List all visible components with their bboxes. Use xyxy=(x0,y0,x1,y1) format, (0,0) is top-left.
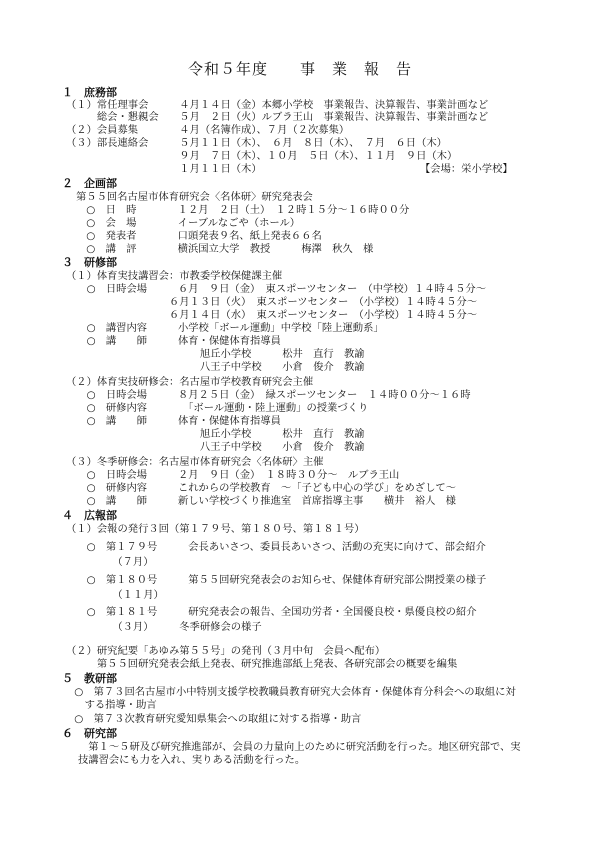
text-line: する指導・助言 xyxy=(64,699,157,711)
text-line: ○ 第１７９号 会長あいさつ、委員長あいさつ、活動の充実に向けて、部会紹介 xyxy=(66,541,486,553)
page-title: 令和５年度 事 業 報 告 xyxy=(187,60,412,78)
text-line: （２）研究紀要「あゆみ第５５号」の発刊（３月中旬 会員へ配布） xyxy=(66,645,386,657)
text-line: ○ 日時会場 ６月 ９日（金） 東スポーツセンター （中学校）１４時４５分～ xyxy=(66,283,487,295)
text-line: 八王子中学校 小倉 俊介 教諭 xyxy=(66,441,365,453)
text-line: （７月） xyxy=(66,556,154,568)
section-number: ４ xyxy=(62,509,73,522)
text-line: （１１月） xyxy=(66,589,164,601)
text-line: ○ 講 師 新しい学校づくり推進室 首席指導主事 横井 裕人 様 xyxy=(66,495,456,507)
section-heading-kouhou xyxy=(62,509,117,522)
text-line: ○ 講 評 横浜国立大学 教授 梅澤 秋久 様 xyxy=(76,243,374,255)
text-line: ○ 発表者 口頭発表９名、紙上発表６６名 xyxy=(76,230,322,242)
section-number: ３ xyxy=(62,256,73,269)
text-line: ○ 第１８１号 研究発表会の報告、全国功労者・全国優良校・県優良校の紹介 xyxy=(66,606,477,618)
text-line: 総会・懇親会 ５月 ２日（火）ルブラ王山 事業報告、決算報告、事業計画など xyxy=(66,111,489,123)
text-line: ○ 日 時 １２月 ２日（土） １２時１５分～１６時００分 xyxy=(76,204,410,216)
text-line: 第１～５研及び研究推進部が、会員の力量向上のために研究活動を行った。地区研究部で、実 xyxy=(78,741,521,753)
text-line: ○ 第７３回名古屋市小中特別支援学校教職員教育研究大会体育・保健体育分科会への取組に対 xyxy=(64,686,516,698)
text-line: 第５５回研究発表会紙上発表、研究推進部紙上発表、各研究部会の概要を編集 xyxy=(66,658,458,670)
text-line: （３）冬季研修会：名古屋市体育研究会〈名体研〉主催 xyxy=(66,456,324,468)
text-line: （３月） 冬季研修会の様子 xyxy=(66,621,262,633)
text-line: ○ 日時会場 ２月 ９日（金） １８時３０分～ ルブラ王山 xyxy=(66,469,400,481)
text-line: ○ 第７３次教育研究愛知県集会への取組に対する指導・助言 xyxy=(64,713,362,725)
section-title: 研修部 xyxy=(84,256,117,269)
section-heading-kenkyu xyxy=(62,727,117,740)
text-line: ○ 研修内容 「ボール運動・陸上運動」の授業づくり xyxy=(66,402,369,414)
section-number: ５ xyxy=(62,672,73,685)
section-heading-shomu xyxy=(62,86,117,99)
section-title: 庶務部 xyxy=(84,86,117,99)
text-line: 旭丘小学校 松井 直行 教諭 xyxy=(66,348,365,360)
section-number: ６ xyxy=(62,727,73,740)
text-line: ○ 第１８０号 第５５回研究発表会のお知らせ、保健体育研究部公開授業の様子 xyxy=(66,574,487,586)
section-title: 教研部 xyxy=(84,672,117,685)
text-line: ○ 講習内容 小学校「ボール運動」中学校「陸上運動系」 xyxy=(66,322,384,334)
text-line: ６月１３日（火） 東スポーツセンター （小学校）１４時４５分～ xyxy=(66,296,478,308)
text-line: ○ 会 場 イーブルなごや（ホール） xyxy=(76,217,301,229)
section-title: 研究部 xyxy=(84,727,117,740)
text-line: ○ 講 師 体育・保健体育指導員 xyxy=(66,335,281,347)
text-line: 旭丘小学校 松井 直行 教諭 xyxy=(66,428,365,440)
text-line: 技講習会にも力を入れ、実りある活動を行った。 xyxy=(78,754,306,766)
text-line: （２）会員募集 ４月（名簿作成）、７月（２次募集） xyxy=(66,124,350,136)
text-line: （１）常任理事会 ４月１４日（金）本郷小学校 事業報告、決算報告、事業計画など xyxy=(66,99,489,111)
text-line: （２）体育実技研修会：名古屋市学校教育研究会主催 xyxy=(66,376,314,388)
text-line: （３）部長連絡会 ５月１１日（木）、 ６月 ８日（木）、 ７月 ６日（木） xyxy=(66,137,447,149)
text-line: ６月１４日（水） 東スポーツセンター （小学校）１４時４５分～ xyxy=(66,309,478,321)
section-title: 広報部 xyxy=(84,509,117,522)
text-line: ○ 研修内容 これからの学校教育 ～「子ども中心の学び」をめざして～ xyxy=(66,482,456,494)
section-heading-kikaku xyxy=(62,177,117,190)
section-heading-kyouken xyxy=(62,672,117,685)
text-line: （１）体育実技講習会：市教委学校保健課主催 xyxy=(66,270,283,282)
section-number: ２ xyxy=(62,177,73,190)
text-line: 第５５回名古屋市体育研究会〈名体研〉研究発表会 xyxy=(76,191,313,203)
text-line: ９月 ７日（木）、１０月 ５日（木）、１１月 ９日（木） xyxy=(66,150,458,162)
text-line: ○ 日時会場 ８月２５日（金） 緑スポーツセンター １４時００分～１６時 xyxy=(66,389,471,401)
text-line: 八王子中学校 小倉 俊介 教諭 xyxy=(66,361,365,373)
text-line: １月１１日（木） xyxy=(66,163,262,175)
text-line: ○ 講 師 体育・保健体育指導員 xyxy=(66,415,281,427)
venue-note: 【会場：栄小学校】 xyxy=(420,163,513,175)
section-title: 企画部 xyxy=(84,177,117,190)
text-line: （１）会報の発行３回（第１７９号、第１８０号、第１８１号） xyxy=(66,523,365,535)
section-heading-kenshu xyxy=(62,256,117,269)
section-number: １ xyxy=(62,86,73,99)
